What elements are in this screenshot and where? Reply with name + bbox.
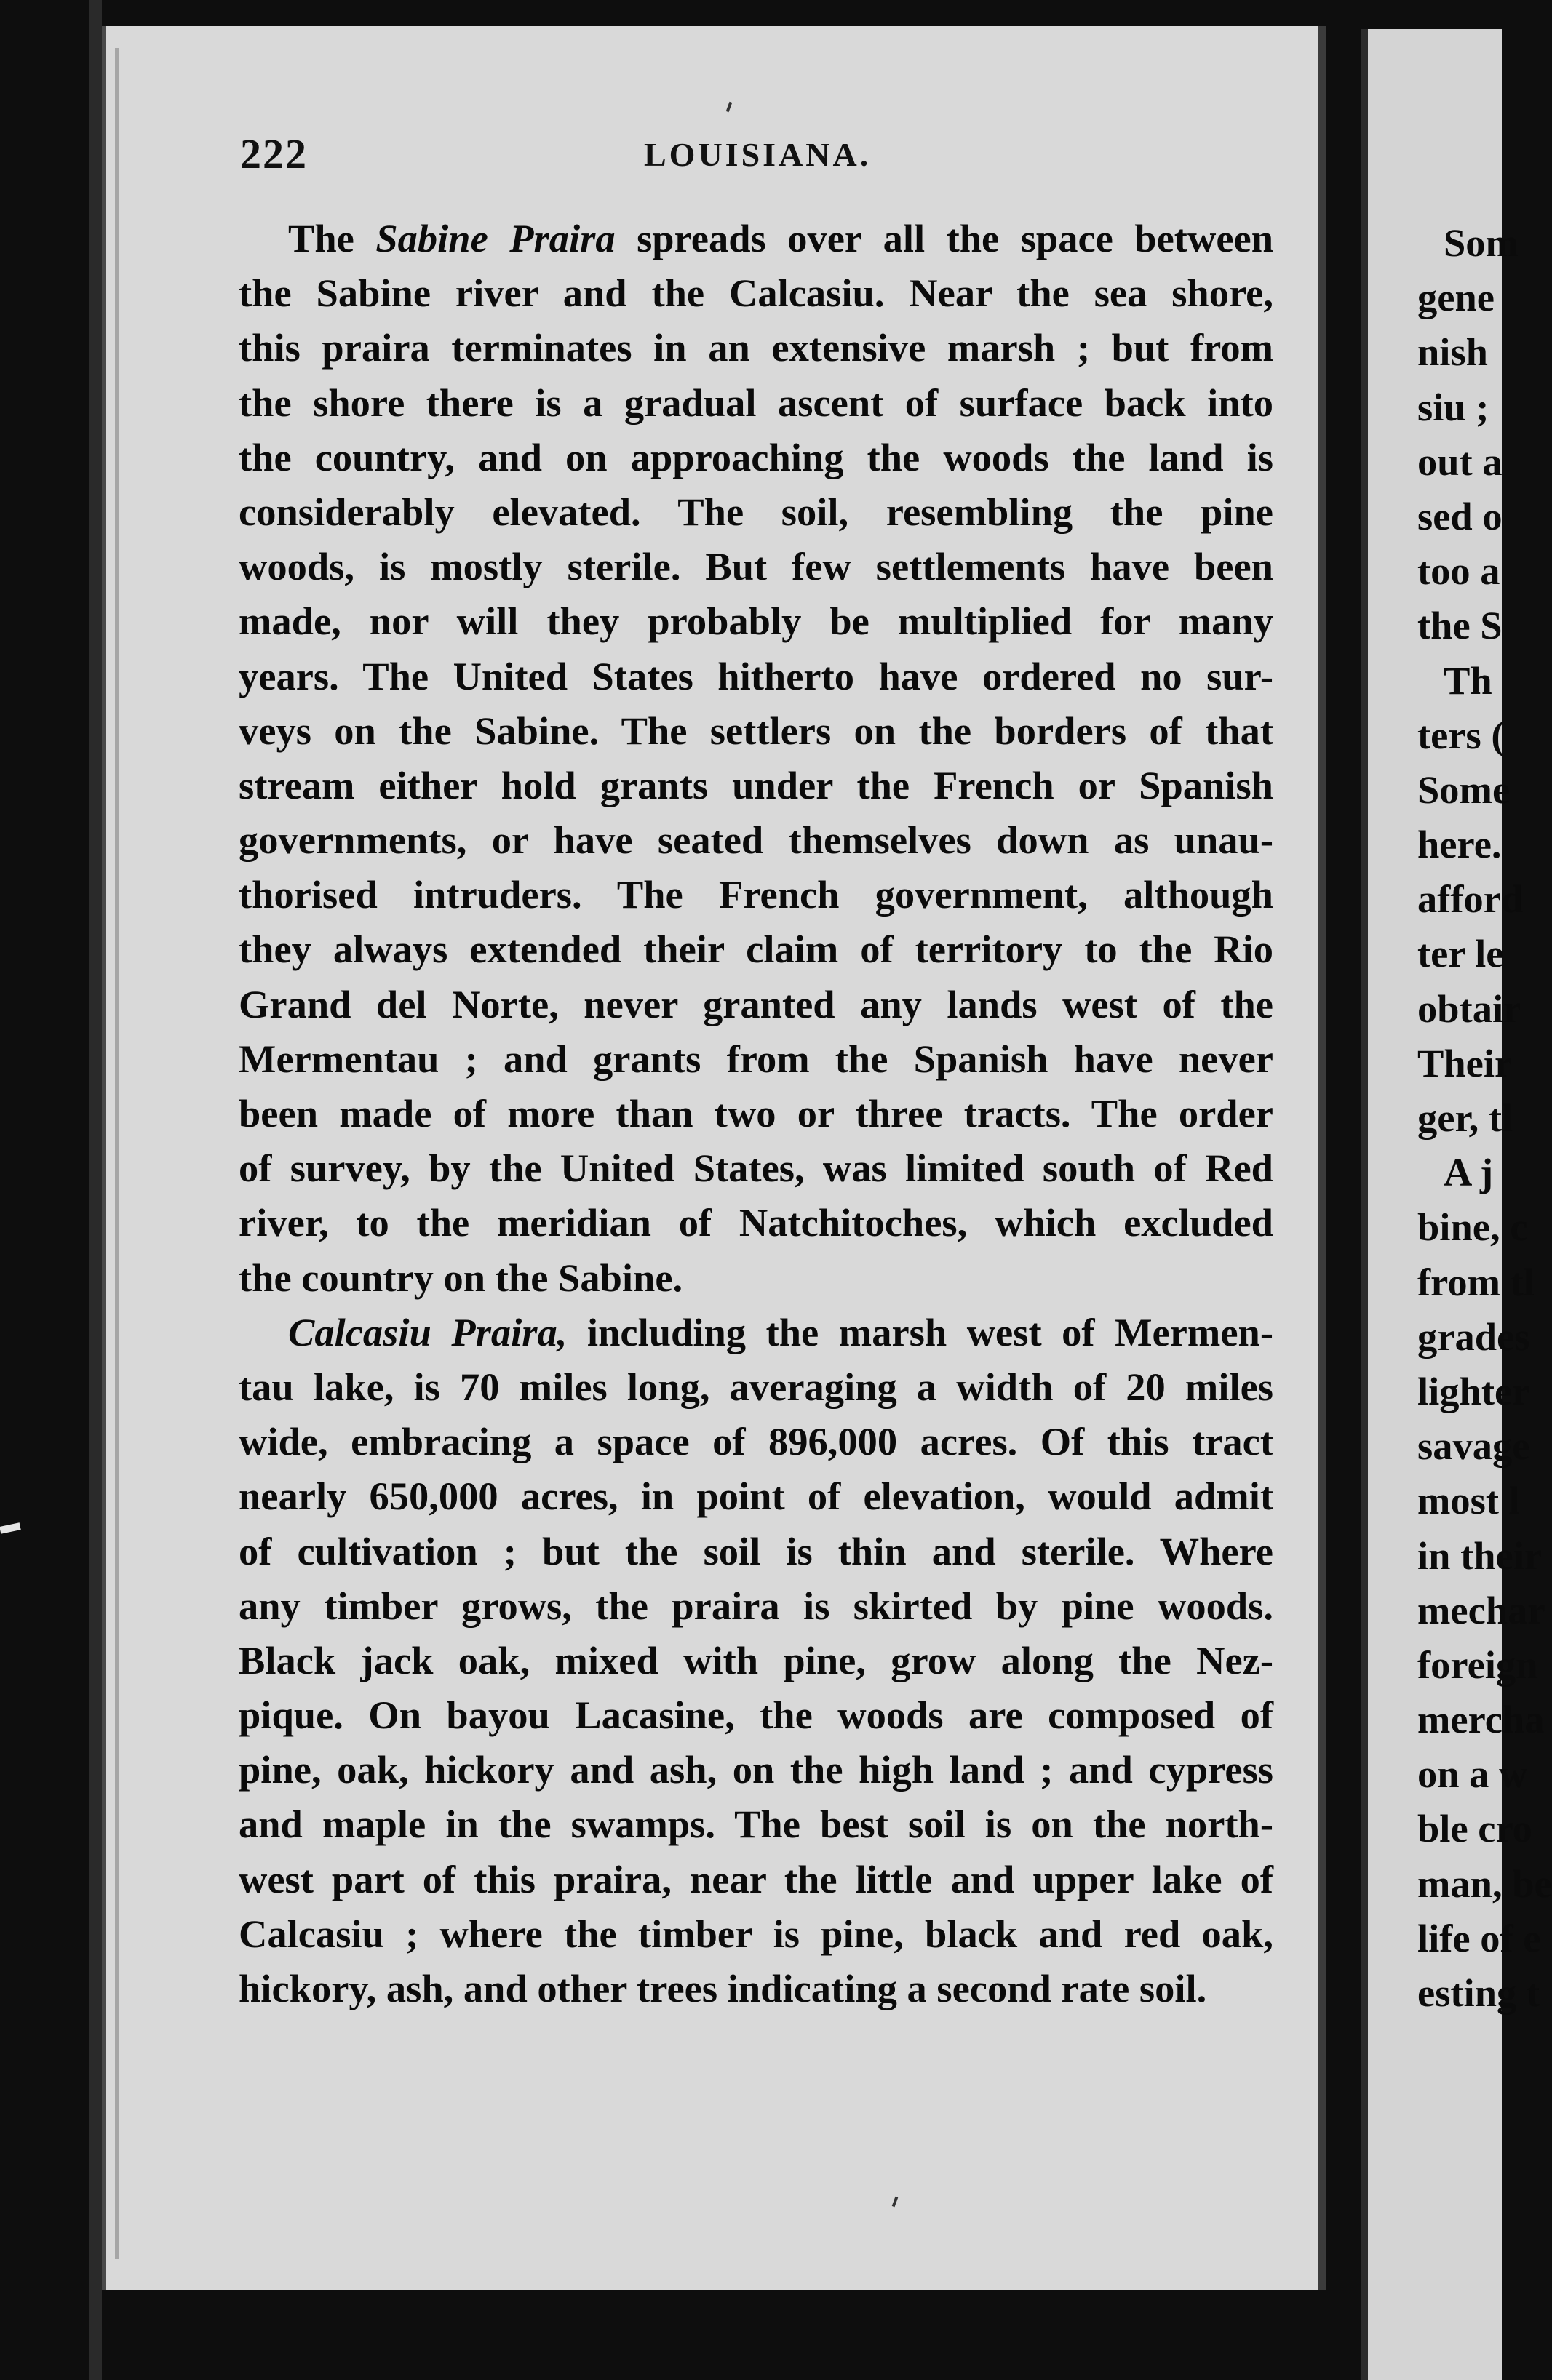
text-run: pique. On bayou Lacasine, the woods are composed of (239, 1693, 1273, 1738)
facing-page-line: lighter (1417, 1368, 1530, 1413)
facing-page-line: Their (1417, 1040, 1513, 1085)
facing-page-line: gene (1417, 275, 1495, 320)
facing-page-line: ters ( (1417, 712, 1505, 757)
text-run: spreads over all the space between (615, 216, 1274, 260)
facing-page-line: foreign (1417, 1642, 1538, 1687)
text-run: Grand del Norte, never granted any lands west of the (239, 981, 1273, 1026)
text-line (239, 867, 1273, 922)
facing-page-line: bine, c (1417, 1205, 1528, 1250)
text-line (239, 703, 1273, 758)
page-number: 222 (240, 130, 308, 177)
text-run: this praira terminates in an extensive marsh ; but from (239, 325, 1273, 370)
facing-page-line: A j (1444, 1150, 1494, 1195)
page-header (240, 129, 1266, 195)
text-run: the country, and on approaching the woods the land is (239, 434, 1273, 479)
page-gutter-shadow (115, 48, 119, 2259)
text-run: river, to the meridian of Natchitoches, which excluded (239, 1200, 1273, 1245)
text-line (239, 1688, 1273, 1742)
text-run: any timber grows, the praira is skirted by pine woods. (239, 1583, 1273, 1628)
text-run: the shore there is a gradual ascent of surface back into (239, 380, 1273, 425)
text-line (239, 1961, 1273, 2016)
text-line (239, 649, 1273, 703)
body-text (239, 211, 1273, 2016)
text-line (239, 1469, 1273, 1523)
text-run: and maple in the swamps. The best soil is on the north- (239, 1802, 1273, 1847)
facing-page-line: mechar (1417, 1587, 1545, 1632)
italic-term: Sabine Praira (375, 216, 616, 260)
facing-page-line: Som (1444, 220, 1519, 265)
text-line (239, 922, 1273, 976)
facing-page-line: Some (1417, 767, 1511, 812)
text-run: of survey, by the United States, was limited south of Red (239, 1146, 1273, 1191)
facing-page-line: Th (1444, 658, 1492, 703)
facing-page-line: mercha (1417, 1697, 1545, 1742)
text-line (239, 1250, 1273, 1305)
text-line (239, 1141, 1273, 1195)
text-run: Black jack oak, mixed with pine, grow along the Nez- (239, 1637, 1273, 1682)
text-line (239, 320, 1273, 375)
text-line (239, 1031, 1273, 1086)
text-line (239, 1852, 1273, 1906)
text-run: they always extended their claim of territory to the Rio (239, 927, 1273, 972)
text-line (239, 758, 1273, 812)
italic-term: Calcasiu Praira, (288, 1309, 568, 1354)
text-line (239, 1742, 1273, 1797)
text-line (239, 1797, 1273, 1851)
facing-page-line: afford (1417, 876, 1524, 922)
text-run: veys on the Sabine. The settlers on the borders of that (239, 708, 1273, 753)
text-line (239, 1195, 1273, 1250)
text-line (239, 265, 1273, 320)
text-line (239, 812, 1273, 867)
text-line (239, 594, 1273, 648)
text-run: nearly 650,000 acres, in point of elevation, would admit (239, 1474, 1273, 1519)
text-run: including the marsh west of Mermen- (567, 1309, 1273, 1354)
text-run: of cultivation ; but the soil is thin and sterile. Where (239, 1528, 1273, 1573)
facing-page-line: in their (1417, 1533, 1543, 1578)
facing-page-line: too a (1417, 548, 1500, 594)
text-line (239, 484, 1273, 539)
facing-page-line: here. (1417, 822, 1502, 867)
text-line (239, 539, 1273, 594)
facing-page-line: nish (1417, 330, 1488, 375)
facing-page-line: grades (1417, 1314, 1530, 1359)
text-run: stream either hold grants under the French or Spanish (239, 762, 1273, 807)
text-run: wide, embracing a space of 896,000 acres. Of this tract (239, 1419, 1273, 1464)
text-run: been made of more than two or three tracts. The order (239, 1091, 1273, 1135)
facing-page-line: sed o (1417, 493, 1503, 538)
facing-page-line: siu ; (1417, 384, 1489, 429)
text-run: thorised intruders. The French government, although (239, 872, 1273, 917)
text-run: considerably elevated. The soil, resembling the pine (239, 489, 1273, 534)
text-run: Calcasiu ; where the timber is pine, black and red oak, (239, 1911, 1273, 1956)
text-run: pine, oak, hickory and ash, on the high land ; and cypress (239, 1747, 1273, 1792)
facing-page-line: ter le (1417, 931, 1504, 976)
text-line (239, 1414, 1273, 1469)
text-run: The (288, 216, 376, 260)
text-line (239, 1578, 1273, 1633)
facing-page-line: on a w (1417, 1752, 1528, 1797)
facing-page-line: obtair (1417, 986, 1521, 1031)
text-line (239, 211, 1273, 265)
text-run: the Sabine river and the Calcasiu. Near the sea shore, (239, 271, 1273, 316)
facing-page-line: life of e (1417, 1915, 1541, 1960)
text-line (239, 375, 1273, 430)
text-line (239, 1524, 1273, 1578)
facing-page-line: out a (1417, 439, 1503, 484)
text-run: governments, or have seated themselves down as unau- (239, 818, 1273, 863)
text-line (239, 1305, 1273, 1359)
facing-page-line: most l (1417, 1478, 1520, 1523)
running-head: LOUISIANA. (644, 136, 872, 173)
text-run: woods, is mostly sterile. But few settlements have been (239, 544, 1273, 589)
text-run: years. The United States hitherto have ordered no sur- (239, 653, 1273, 698)
facing-page-line: the S (1417, 603, 1503, 648)
book-spine (89, 0, 102, 2380)
facing-page-line: man, be (1417, 1861, 1552, 1906)
text-line (239, 1633, 1273, 1688)
text-line (239, 977, 1273, 1031)
facing-page-line: esting t (1417, 1970, 1540, 2015)
facing-page-line: ger, tl (1417, 1095, 1513, 1140)
text-run: tau lake, is 70 miles long, averaging a width of 20 miles (239, 1364, 1273, 1409)
facing-page-line: from tl (1417, 1259, 1535, 1304)
facing-page-text (1417, 215, 1552, 2020)
text-run: west part of this praira, near the little and upper lake of (239, 1856, 1273, 1901)
facing-page-line: ble cro (1417, 1806, 1532, 1851)
text-run: hickory, ash, and other trees indicating a second rate soil. (239, 1966, 1207, 2010)
text-line (239, 1359, 1273, 1414)
text-run: Mermentau ; and grants from the Spanish have never (239, 1036, 1273, 1081)
text-run: made, nor will they probably be multiplied for many (239, 599, 1273, 644)
text-line (239, 430, 1273, 484)
text-line (239, 1906, 1273, 1961)
edge-mark (0, 1522, 21, 1534)
text-line (239, 1086, 1273, 1141)
text-run: the country on the Sabine. (239, 1255, 683, 1300)
facing-page-line: savage (1417, 1423, 1530, 1469)
